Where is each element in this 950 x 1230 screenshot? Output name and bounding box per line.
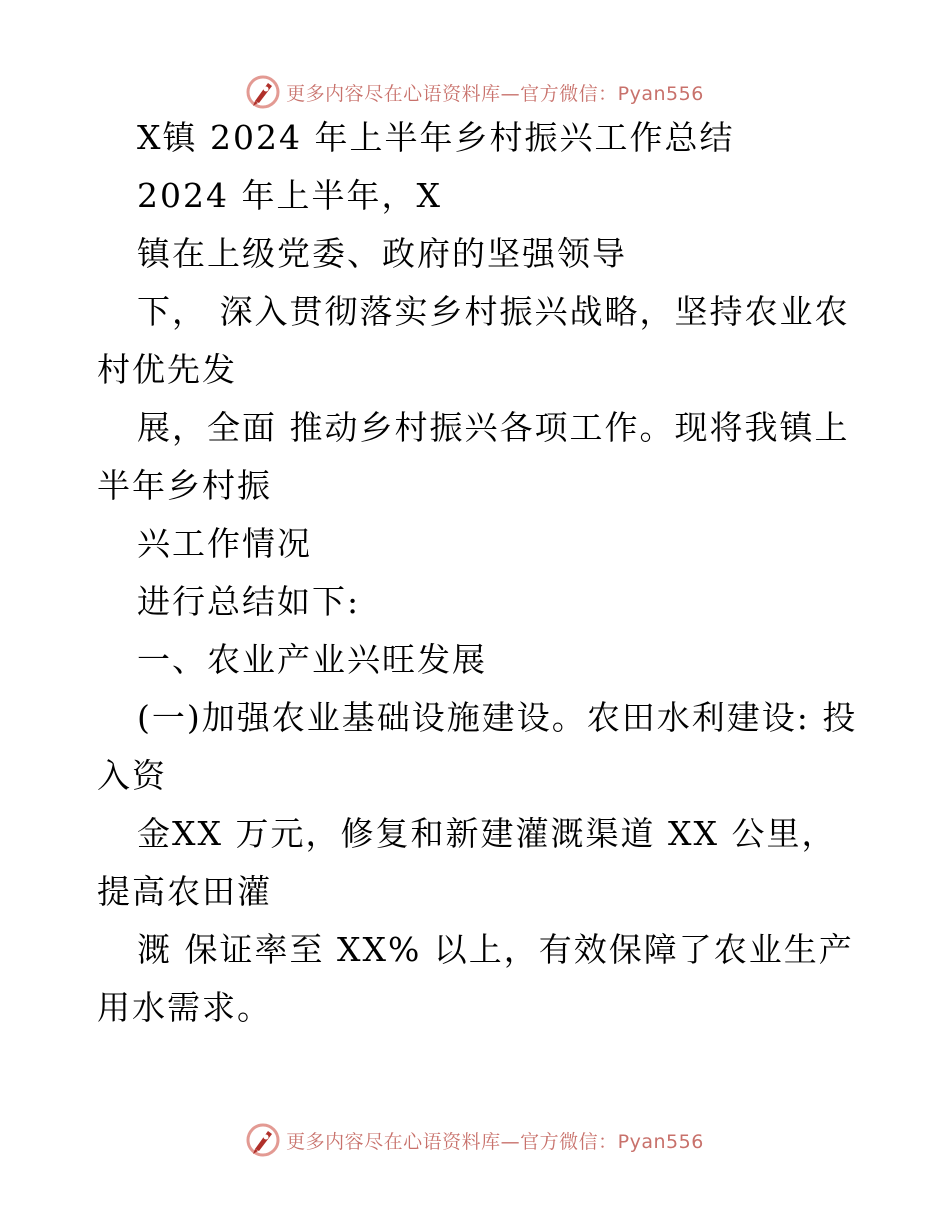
watermark-text: 更多内容尽在心语资料库—官方微信：Pyan556 xyxy=(286,1130,704,1153)
paragraph-line: 半年乡村振 xyxy=(97,466,272,505)
paragraph-line: 展，全面 推动乡村振兴各项工作。现将我镇上 xyxy=(137,408,850,447)
paragraph-line: 用水需求。 xyxy=(97,988,272,1027)
quill-pen-logo-icon xyxy=(246,1123,280,1157)
paragraph-line: 提高农田灌 xyxy=(97,872,272,911)
paragraph-line: 下， 深入贯彻落实乡村振兴战略，坚持农业农 xyxy=(137,292,850,331)
paragraph-line: 金XX 万元，修复和新建灌溉渠道 XX 公里， xyxy=(137,814,837,853)
section-heading: 一、农业产业兴旺发展 xyxy=(137,640,487,679)
paragraph-line: 入资 xyxy=(97,756,167,795)
paragraph-line: 镇在上级党委、政府的坚强领导 xyxy=(137,234,627,273)
watermark-footer xyxy=(0,1120,950,1160)
paragraph-line: 溉 保证率至 XX% 以上，有效保障了农业生产 xyxy=(137,930,854,969)
paragraph-line: 村优先发 xyxy=(97,350,237,389)
document-title: X镇 2024 年上半年乡村振兴工作总结 xyxy=(137,118,735,157)
quill-pen-logo-icon xyxy=(246,75,280,109)
watermark-header xyxy=(0,72,950,112)
paragraph-line: 兴工作情况 xyxy=(137,524,312,563)
subsection-heading: (一)加强农业基础设施建设。农田水利建设: 投 xyxy=(137,698,858,737)
paragraph-line: 进行总结如下: xyxy=(137,582,361,621)
watermark-text: 更多内容尽在心语资料库—官方微信：Pyan556 xyxy=(286,82,704,105)
paragraph-line: 2024 年上半年，X xyxy=(137,176,442,215)
